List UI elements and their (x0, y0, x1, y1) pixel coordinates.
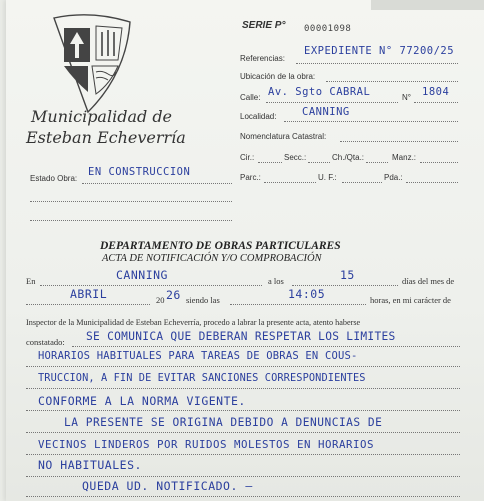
siendo-label: siendo las (186, 295, 220, 305)
ubicacion-line (326, 81, 458, 82)
municipal-shield-logo (44, 14, 138, 114)
day-line (292, 285, 398, 286)
serie-number: 00001098 (304, 24, 352, 34)
manz-label: Manz.: (392, 153, 417, 162)
nomenclatura-label: Nomenclatura Catastral: (240, 132, 327, 141)
uf-label: U. F.: (318, 173, 337, 182)
handwritten-line-1: SE COMUNICA QUE DEBERAN RESPETAR LOS LIMITES (86, 330, 396, 343)
body-line-1 (72, 346, 460, 347)
ubicacion-label: Ubicación de la obra: (240, 72, 316, 81)
chqta-line (366, 162, 388, 163)
year-prefix: 20 (156, 295, 165, 305)
dias-label: días del mes de (402, 276, 455, 286)
notification-form (6, 0, 484, 501)
referencias-value: EXPEDIENTE N° 77200/25 (304, 45, 455, 57)
place-line (40, 285, 262, 286)
handwritten-line-7: NO HABITUALES. (38, 458, 142, 472)
calle-line (266, 102, 398, 103)
body-line-6 (26, 454, 460, 455)
handwritten-line-4: CONFORME A LA NORMA VIGENTE. (38, 394, 246, 408)
body-line-5 (26, 432, 460, 433)
handwritten-line-5: LA PRESENTE SE ORIGINA DEBIDO A DENUNCIAS DE (64, 416, 383, 429)
referencias-label: Referencias: (240, 54, 285, 63)
referencias-line (296, 63, 458, 64)
pda-label: Pda.: (384, 173, 403, 182)
body-line-2 (26, 366, 460, 367)
calle-label: Calle: (240, 93, 261, 102)
year-suffix: 26 (166, 288, 181, 302)
logo-title-line1: Municipalidad de (31, 107, 173, 126)
day-value: 15 (340, 268, 355, 282)
department-title: DEPARTAMENTO DE OBRAS PARTICULARES (100, 240, 341, 252)
horas-label: horas, en mi carácter de (370, 295, 451, 305)
a-los-label: a los (268, 276, 284, 286)
logo-title-line2: Esteban Echeverría (26, 128, 186, 147)
secc-label: Secc.: (284, 153, 307, 162)
localidad-label: Localidad: (240, 112, 277, 121)
serie-label: SERIE P° (242, 20, 286, 31)
body-line-4 (26, 410, 460, 411)
body-line-3 (26, 388, 460, 389)
inspector-text: Inspector de la Municipalidad de Esteban Echeverría, procedo a labrar la presente acta, atento haberse (26, 318, 361, 327)
pda-line (406, 182, 458, 183)
estado-obra-label: Estado Obra: (30, 174, 78, 183)
time-value: 14:05 (288, 287, 326, 301)
handwritten-line-6: VECINOS LINDEROS POR RUIDOS MOLESTOS EN HORARIOS (38, 438, 375, 451)
handwritten-line-2: HORARIOS HABITUALES PARA TAREAS DE OBRAS EN COUS- (38, 350, 358, 362)
body-line-7 (26, 476, 460, 477)
place-value: CANNING (116, 268, 168, 282)
localidad-line (284, 121, 458, 122)
localidad-value: CANNING (302, 106, 350, 118)
estado-obra-line (82, 183, 232, 184)
handwritten-line-8: QUEDA UD. NOTIFICADO. — (82, 479, 253, 493)
cir-label: Cir.: (240, 153, 255, 162)
estado-obra-line-3 (30, 220, 232, 221)
secc-line (308, 162, 330, 163)
cir-line (258, 162, 282, 163)
parc-line (264, 182, 316, 183)
manz-line (420, 162, 458, 163)
constatado-label: constatado: (26, 337, 65, 347)
en-label: En (26, 276, 36, 286)
numero-value: 1804 (422, 86, 450, 98)
month-line (26, 304, 150, 305)
estado-obra-value: EN CONSTRUCCION (88, 166, 191, 178)
time-line (230, 304, 366, 305)
paper-edge (371, 0, 484, 10)
numero-line (414, 102, 458, 103)
calle-value: Av. Sgto CABRAL (268, 86, 371, 98)
numero-label: N° (402, 93, 411, 102)
estado-obra-line-2 (30, 201, 232, 202)
acta-subtitle: ACTA DE NOTIFICACIÓN Y/O COMPROBACIÓN (102, 253, 322, 264)
nomenclatura-line (340, 141, 458, 142)
handwritten-line-3: TRUCCION, A FIN DE EVITAR SANCIONES CORRESPONDIENTES (38, 372, 366, 384)
parc-label: Parc.: (240, 173, 261, 182)
body-line-8 (26, 496, 460, 497)
month-value: ABRIL (70, 287, 108, 301)
uf-line (342, 182, 382, 183)
chqta-label: Ch./Qta.: (332, 153, 365, 162)
